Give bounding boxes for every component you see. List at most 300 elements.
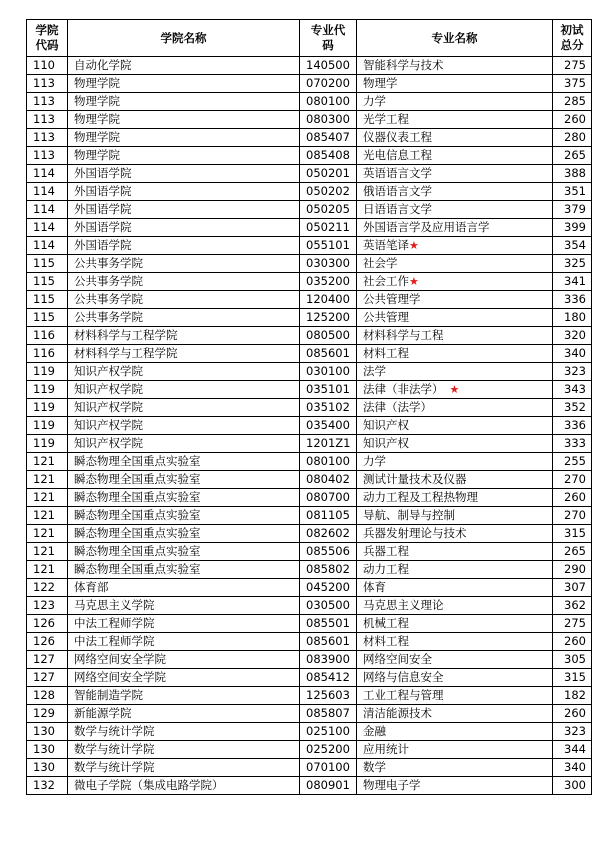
college-code-cell <box>27 183 68 201</box>
college-code-cell-text: 114 <box>33 166 55 180</box>
major-code-cell-text: 055101 <box>306 238 350 252</box>
college-name-cell <box>68 255 300 273</box>
major-code-cell <box>300 453 357 471</box>
major-code-cell <box>300 327 357 345</box>
college-name-cell <box>68 777 300 795</box>
college-name-cell <box>68 399 300 417</box>
major-code-cell <box>300 543 357 561</box>
college-code-cell-text: 128 <box>33 688 55 702</box>
table-row <box>27 381 592 399</box>
score-cell-text: 260 <box>564 112 586 126</box>
college-code-cell-text: 113 <box>33 112 55 126</box>
score-cell-text: 352 <box>564 400 586 414</box>
college-code-cell-text: 121 <box>33 544 55 558</box>
major-code-cell <box>300 489 357 507</box>
college-name-cell-text: 外国语学院 <box>74 202 132 216</box>
college-name-cell <box>68 381 300 399</box>
college-code-cell-text: 114 <box>33 184 55 198</box>
table-row <box>27 417 592 435</box>
major-name-cell-text: 外国语言学及应用语言学 <box>363 220 490 234</box>
header-row <box>27 20 592 57</box>
college-code-cell-text: 119 <box>33 382 55 396</box>
college-name-cell-text: 网络空间安全学院 <box>74 670 166 684</box>
college-code-cell-text: 115 <box>33 292 55 306</box>
major-name-cell <box>357 435 553 453</box>
score-cell-text: 336 <box>564 292 586 306</box>
score-cell-text: 323 <box>564 364 586 378</box>
major-name-cell-text: 网络与信息安全 <box>363 670 444 684</box>
college-code-cell <box>27 453 68 471</box>
major-name-cell-text: 英语语言文学 <box>363 166 432 180</box>
major-code-cell <box>300 759 357 777</box>
major-code-cell-text: 085407 <box>306 130 350 144</box>
college-code-cell <box>27 777 68 795</box>
college-name-cell-text: 知识产权学院 <box>74 400 143 414</box>
college-code-cell <box>27 219 68 237</box>
score-cell <box>553 147 592 165</box>
college-name-cell-text: 材料科学与工程学院 <box>74 346 178 360</box>
college-name-cell-text: 公共事务学院 <box>74 310 143 324</box>
major-name-cell <box>357 75 553 93</box>
college-name-cell <box>68 183 300 201</box>
college-code-cell-text: 119 <box>33 418 55 432</box>
major-code-cell <box>300 579 357 597</box>
major-code-cell-text: 035102 <box>306 400 350 414</box>
major-name-cell <box>357 615 553 633</box>
major-name-cell-text: 力学 <box>363 94 386 108</box>
college-code-cell <box>27 345 68 363</box>
table-body <box>27 57 592 795</box>
major-name-cell-text: 知识产权 <box>363 436 409 450</box>
major-code-cell-text: 070200 <box>306 76 350 90</box>
college-name-cell-text: 瞬态物理全国重点实验室 <box>74 562 201 576</box>
major-name-cell <box>357 525 553 543</box>
major-name-cell-text: 社会工作 <box>363 274 409 288</box>
table-row <box>27 723 592 741</box>
major-name-cell-text: 日语语言文学 <box>363 202 432 216</box>
college-code-cell-text: 127 <box>33 652 55 666</box>
score-cell-text: 280 <box>564 130 586 144</box>
score-cell <box>553 489 592 507</box>
table-row <box>27 93 592 111</box>
major-code-cell <box>300 615 357 633</box>
college-code-cell-text: 126 <box>33 616 55 630</box>
score-cell <box>553 453 592 471</box>
major-code-cell <box>300 633 357 651</box>
college-name-cell <box>68 723 300 741</box>
table-row <box>27 597 592 615</box>
college-code-cell <box>27 579 68 597</box>
score-cell <box>553 345 592 363</box>
star-icon: ★ <box>409 275 419 288</box>
college-code-cell-text: 130 <box>33 724 55 738</box>
score-cell-text: 300 <box>564 778 586 792</box>
college-code-cell <box>27 309 68 327</box>
college-code-cell-text: 115 <box>33 274 55 288</box>
major-code-cell <box>300 93 357 111</box>
header-major-code <box>300 20 357 57</box>
score-cell-text: 260 <box>564 706 586 720</box>
college-name-cell-text: 物理学院 <box>74 76 120 90</box>
college-code-cell <box>27 165 68 183</box>
score-cell <box>553 363 592 381</box>
college-code-cell <box>27 687 68 705</box>
college-code-cell <box>27 651 68 669</box>
college-code-cell-text: 130 <box>33 742 55 756</box>
college-name-cell-text: 外国语学院 <box>74 166 132 180</box>
header-major-code-line2: 码 <box>322 38 334 52</box>
major-name-cell-text: 材料工程 <box>363 634 409 648</box>
college-code-cell-text: 113 <box>33 148 55 162</box>
college-code-cell <box>27 129 68 147</box>
college-name-cell <box>68 93 300 111</box>
college-name-cell <box>68 651 300 669</box>
major-code-cell <box>300 345 357 363</box>
table-row <box>27 471 592 489</box>
college-name-cell <box>68 165 300 183</box>
major-code-cell-text: 045200 <box>306 580 350 594</box>
header-college-name: 学院名称 <box>68 20 300 57</box>
table-row <box>27 219 592 237</box>
major-code-cell <box>300 705 357 723</box>
college-name-cell-text: 数学与统计学院 <box>74 760 155 774</box>
table-row <box>27 507 592 525</box>
major-code-cell-text: 030300 <box>306 256 350 270</box>
major-name-cell-text: 法律（法学） <box>363 400 432 414</box>
college-code-cell-text: 114 <box>33 220 55 234</box>
college-name-cell <box>68 57 300 75</box>
major-name-cell <box>357 219 553 237</box>
college-name-cell <box>68 363 300 381</box>
college-code-cell <box>27 633 68 651</box>
major-code-cell <box>300 183 357 201</box>
college-code-cell <box>27 273 68 291</box>
table-row <box>27 147 592 165</box>
score-cell <box>553 255 592 273</box>
major-name-cell-text: 知识产权 <box>363 418 409 432</box>
table-row <box>27 201 592 219</box>
major-code-cell-text: 035101 <box>306 382 350 396</box>
score-cell-text: 336 <box>564 418 586 432</box>
college-name-cell-text: 知识产权学院 <box>74 364 143 378</box>
major-name-cell <box>357 597 553 615</box>
score-cell <box>553 597 592 615</box>
table-row <box>27 489 592 507</box>
score-cell <box>553 759 592 777</box>
college-name-cell <box>68 309 300 327</box>
major-name-cell <box>357 651 553 669</box>
major-name-cell-text: 应用统计 <box>363 742 409 756</box>
major-name-cell <box>357 399 553 417</box>
table-row <box>27 561 592 579</box>
table-row <box>27 327 592 345</box>
major-name-cell-text: 金融 <box>363 724 386 738</box>
score-cell-text: 325 <box>564 256 586 270</box>
score-cell <box>553 723 592 741</box>
college-code-cell <box>27 435 68 453</box>
major-name-cell <box>357 687 553 705</box>
college-name-cell <box>68 147 300 165</box>
score-cell-text: 340 <box>564 760 586 774</box>
college-name-cell <box>68 345 300 363</box>
score-cell <box>553 633 592 651</box>
college-name-cell <box>68 75 300 93</box>
college-name-cell <box>68 669 300 687</box>
score-table <box>26 19 592 795</box>
college-name-cell-text: 新能源学院 <box>74 706 132 720</box>
score-cell-text: 182 <box>564 688 586 702</box>
score-cell-text: 285 <box>564 94 586 108</box>
major-name-cell-text: 法律（非法学） <box>363 382 444 396</box>
table-row <box>27 237 592 255</box>
major-code-cell <box>300 57 357 75</box>
major-name-cell <box>357 471 553 489</box>
major-name-cell-text: 公共管理学 <box>363 292 421 306</box>
score-cell <box>553 543 592 561</box>
college-name-cell-text: 公共事务学院 <box>74 274 143 288</box>
table-row <box>27 435 592 453</box>
college-code-cell-text: 114 <box>33 238 55 252</box>
major-name-cell-text: 兵器发射理论与技术 <box>363 526 467 540</box>
major-name-cell-text: 体育 <box>363 580 386 594</box>
college-code-cell <box>27 723 68 741</box>
table-row <box>27 165 592 183</box>
score-cell <box>553 309 592 327</box>
header-score-line1: 初试 <box>560 23 584 37</box>
score-cell-text: 180 <box>564 310 586 324</box>
college-name-cell <box>68 543 300 561</box>
major-code-cell <box>300 309 357 327</box>
major-name-cell <box>357 759 553 777</box>
table-row <box>27 453 592 471</box>
college-name-cell-text: 物理学院 <box>74 94 120 108</box>
college-code-cell <box>27 255 68 273</box>
college-code-cell <box>27 597 68 615</box>
major-name-cell <box>357 57 553 75</box>
score-cell <box>553 201 592 219</box>
college-name-cell-text: 瞬态物理全国重点实验室 <box>74 472 201 486</box>
score-cell-text: 275 <box>564 616 586 630</box>
score-cell <box>553 417 592 435</box>
major-name-cell-text: 测试计量技术及仪器 <box>363 472 467 486</box>
major-name-cell-text: 清洁能源技术 <box>363 706 432 720</box>
major-name-cell <box>357 381 553 399</box>
score-cell <box>553 291 592 309</box>
college-name-cell-text: 瞬态物理全国重点实验室 <box>74 508 201 522</box>
college-code-cell-text: 123 <box>33 598 55 612</box>
college-name-cell <box>68 471 300 489</box>
college-code-cell-text: 121 <box>33 490 55 504</box>
major-code-cell-text: 085601 <box>306 634 350 648</box>
major-name-cell-text: 法学 <box>363 364 386 378</box>
college-name-cell-text: 公共事务学院 <box>74 292 143 306</box>
college-code-cell-text: 115 <box>33 256 55 270</box>
major-name-cell <box>357 453 553 471</box>
major-name-cell <box>357 723 553 741</box>
college-code-cell <box>27 561 68 579</box>
college-code-cell-text: 121 <box>33 562 55 576</box>
major-code-cell-text: 035400 <box>306 418 350 432</box>
college-code-cell-text: 121 <box>33 526 55 540</box>
college-code-cell <box>27 741 68 759</box>
major-name-cell-text: 英语笔译 <box>363 238 409 252</box>
major-code-cell-text: 082602 <box>306 526 350 540</box>
score-cell-text: 290 <box>564 562 586 576</box>
major-name-cell <box>357 237 553 255</box>
college-code-cell-text: 119 <box>33 364 55 378</box>
score-cell <box>553 561 592 579</box>
score-cell-text: 315 <box>564 526 586 540</box>
major-code-cell-text: 081105 <box>306 508 350 522</box>
score-cell-text: 333 <box>564 436 586 450</box>
major-name-cell-text: 公共管理 <box>363 310 409 324</box>
major-code-cell-text: 085501 <box>306 616 350 630</box>
header-college-code-line1: 学院 <box>35 23 59 37</box>
college-code-cell <box>27 759 68 777</box>
college-name-cell <box>68 453 300 471</box>
major-code-cell-text: 080700 <box>306 490 350 504</box>
major-name-cell-text: 光学工程 <box>363 112 409 126</box>
score-cell-text: 275 <box>564 58 586 72</box>
college-name-cell-text: 公共事务学院 <box>74 256 143 270</box>
college-name-cell-text: 材料科学与工程学院 <box>74 328 178 342</box>
college-code-cell <box>27 201 68 219</box>
score-cell <box>553 651 592 669</box>
major-code-cell <box>300 561 357 579</box>
major-code-cell <box>300 723 357 741</box>
major-name-cell <box>357 255 553 273</box>
score-cell-text: 305 <box>564 652 586 666</box>
table-row <box>27 75 592 93</box>
major-name-cell <box>357 417 553 435</box>
college-name-cell <box>68 273 300 291</box>
major-code-cell-text: 050205 <box>306 202 350 216</box>
header-score <box>553 20 592 57</box>
major-name-cell-text: 物理电子学 <box>363 778 421 792</box>
score-cell <box>553 327 592 345</box>
major-code-cell-text: 035200 <box>306 274 350 288</box>
major-code-cell <box>300 669 357 687</box>
score-cell-text: 307 <box>564 580 586 594</box>
college-code-cell <box>27 543 68 561</box>
table-row <box>27 705 592 723</box>
score-cell <box>553 705 592 723</box>
score-cell <box>553 777 592 795</box>
score-cell <box>553 237 592 255</box>
college-code-cell <box>27 705 68 723</box>
major-code-cell-text: 085807 <box>306 706 350 720</box>
college-code-cell <box>27 507 68 525</box>
header-score-line2: 总分 <box>560 38 584 52</box>
table-row <box>27 291 592 309</box>
college-name-cell-text: 网络空间安全学院 <box>74 652 166 666</box>
score-cell <box>553 615 592 633</box>
major-name-cell-text: 俄语语言文学 <box>363 184 432 198</box>
college-code-cell <box>27 57 68 75</box>
college-code-cell-text: 113 <box>33 130 55 144</box>
major-name-cell-text: 数学 <box>363 760 386 774</box>
major-code-cell-text: 140500 <box>306 58 350 72</box>
table-row <box>27 759 592 777</box>
college-code-cell <box>27 111 68 129</box>
score-cell <box>553 75 592 93</box>
score-cell <box>553 741 592 759</box>
table-row <box>27 651 592 669</box>
score-cell-text: 362 <box>564 598 586 612</box>
table-row <box>27 525 592 543</box>
major-code-cell <box>300 777 357 795</box>
college-name-cell <box>68 741 300 759</box>
major-name-cell-text: 力学 <box>363 454 386 468</box>
score-cell-text: 315 <box>564 670 586 684</box>
major-name-cell-text: 动力工程 <box>363 562 409 576</box>
major-name-cell <box>357 273 553 291</box>
major-code-cell <box>300 507 357 525</box>
college-name-cell-text: 微电子学院（集成电路学院） <box>74 778 224 792</box>
table-row <box>27 309 592 327</box>
college-name-cell-text: 数学与统计学院 <box>74 742 155 756</box>
college-code-cell-text: 132 <box>33 778 55 792</box>
table-row <box>27 669 592 687</box>
major-code-cell-text: 080500 <box>306 328 350 342</box>
major-name-cell-text: 导航、制导与控制 <box>363 508 455 522</box>
major-code-cell <box>300 525 357 543</box>
college-code-cell-text: 130 <box>33 760 55 774</box>
star-icon: ★ <box>449 383 460 396</box>
major-name-cell-text: 智能科学与技术 <box>363 58 444 72</box>
major-name-cell-text: 机械工程 <box>363 616 409 630</box>
college-name-cell-text: 体育部 <box>74 580 109 594</box>
major-code-cell-text: 030500 <box>306 598 350 612</box>
college-code-cell-text: 114 <box>33 202 55 216</box>
score-cell-text: 323 <box>564 724 586 738</box>
major-code-cell <box>300 741 357 759</box>
major-name-cell <box>357 507 553 525</box>
major-code-cell <box>300 597 357 615</box>
major-code-cell-text: 080100 <box>306 454 350 468</box>
major-name-cell <box>357 165 553 183</box>
table-row <box>27 687 592 705</box>
major-code-cell-text: 050211 <box>306 220 350 234</box>
major-code-cell-text: 080402 <box>306 472 350 486</box>
score-cell <box>553 687 592 705</box>
major-name-cell-text: 兵器工程 <box>363 544 409 558</box>
college-code-cell-text: 116 <box>33 346 55 360</box>
major-code-cell <box>300 435 357 453</box>
major-code-cell-text: 085601 <box>306 346 350 360</box>
score-cell-text: 354 <box>564 238 586 252</box>
table-row <box>27 183 592 201</box>
college-code-cell-text: 121 <box>33 472 55 486</box>
score-cell-text: 260 <box>564 634 586 648</box>
major-name-cell <box>357 345 553 363</box>
table-row <box>27 111 592 129</box>
major-name-cell <box>357 633 553 651</box>
major-name-cell <box>357 309 553 327</box>
college-name-cell <box>68 615 300 633</box>
college-name-cell <box>68 633 300 651</box>
score-cell <box>553 93 592 111</box>
college-code-cell-text: 122 <box>33 580 55 594</box>
score-cell-text: 340 <box>564 346 586 360</box>
major-code-cell-text: 085408 <box>306 148 350 162</box>
major-name-cell-text: 光电信息工程 <box>363 148 432 162</box>
score-cell-text: 260 <box>564 490 586 504</box>
score-cell-text: 320 <box>564 328 586 342</box>
table-row <box>27 777 592 795</box>
college-name-cell <box>68 759 300 777</box>
major-name-cell-text: 工业工程与管理 <box>363 688 444 702</box>
